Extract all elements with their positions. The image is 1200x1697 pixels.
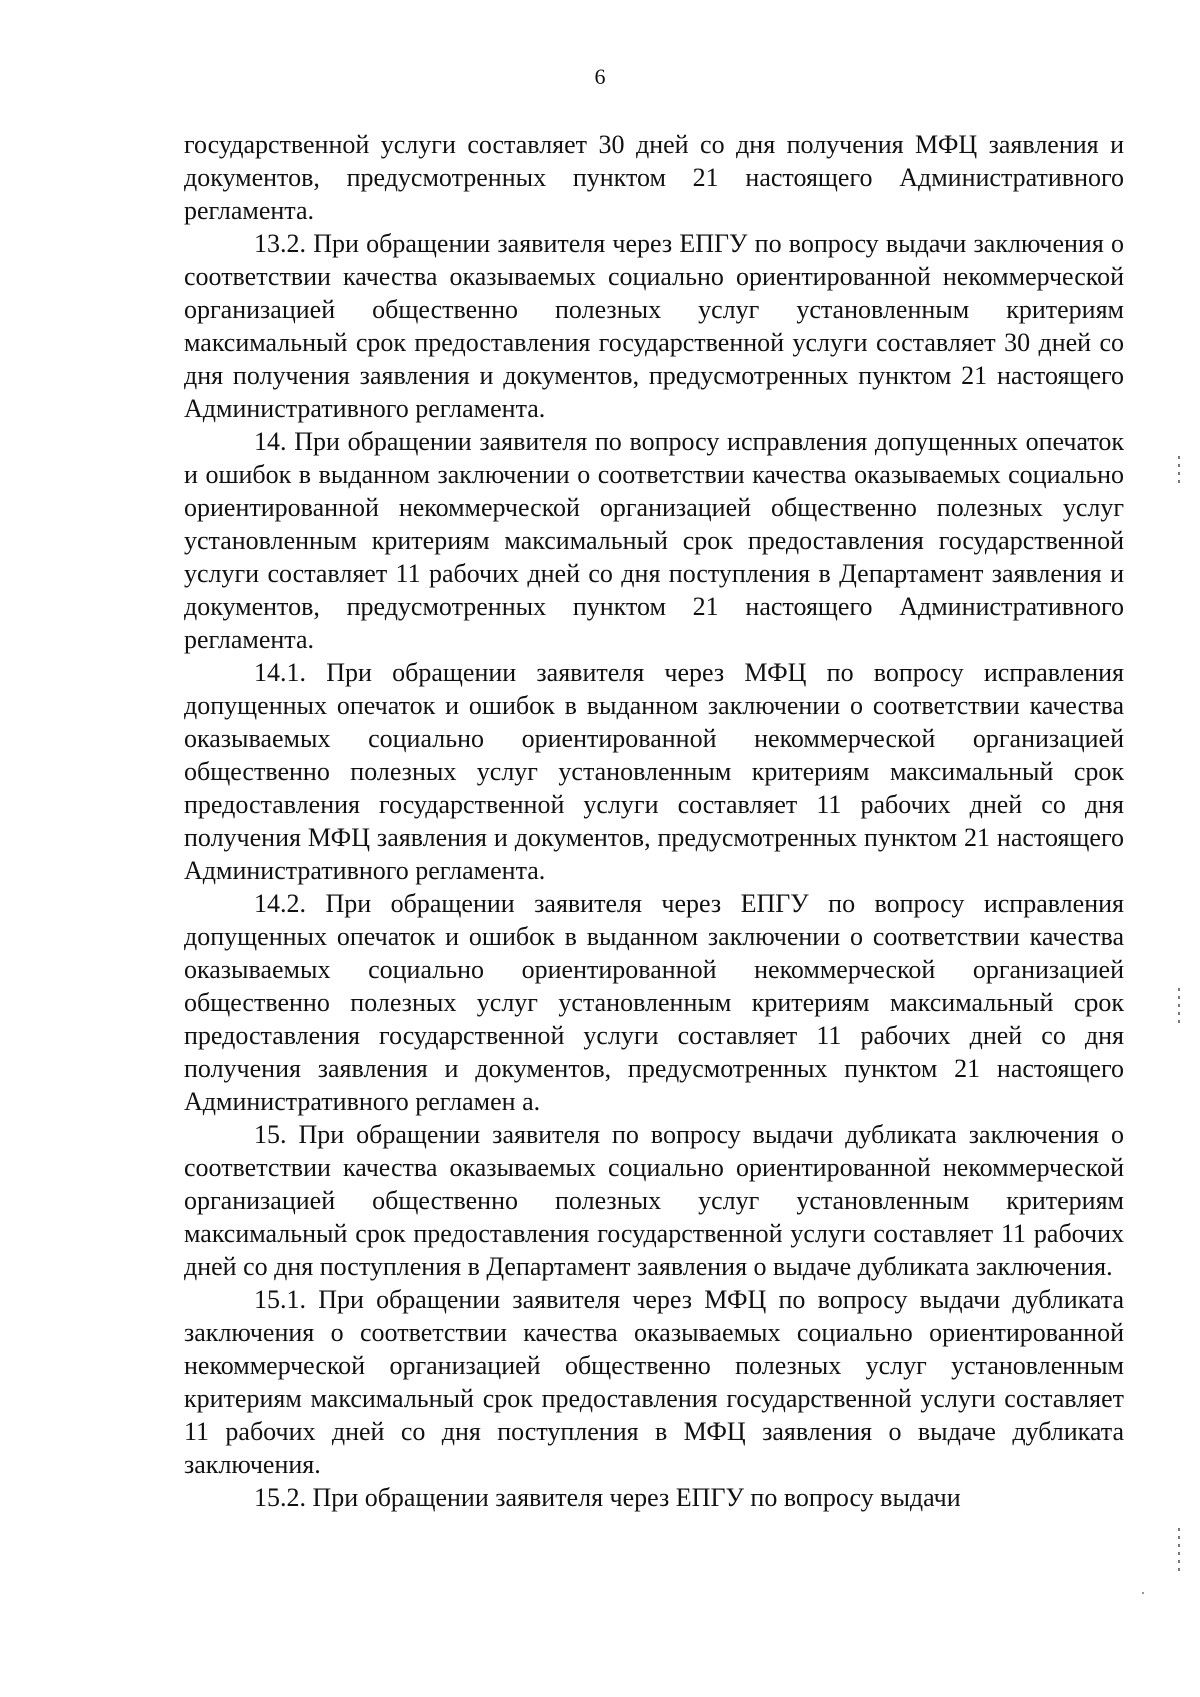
paragraph-14: 14. При обращении заявителя по вопросу исправления допущенных опечаток и ошибок в выданном заключении о соответствии качества оказываемых социально ориентированной некоммерческой организацией общественно полезных услуг установленным критериям максимальный срок предоставления государственной услуги составляет 11 рабочих дней со дня поступления в Департамент заявления и документов, предусмотренных пунктом 21 настоящего Административного регламента. (184, 427, 1124, 654)
paragraph-15-1: 15.1. При обращении заявителя через МФЦ по вопросу выдачи дубликата заключения о соответствии качества оказываемых социально ориентированной некоммерческой организацией общественно полезных услуг установленным критериям максимальный срок предоставления государственной услуги составляет 11 рабочих дней со дня поступления в МФЦ заявления о выдаче дубликата заключения. (184, 1285, 1124, 1479)
paragraph-15: 15. При обращении заявителя по вопросу выдачи дубликата заключения о соответствии качества оказываемых социально ориентированной некоммерческой организацией общественно полезных услуг установленным критериям максимальный срок предоставления государственной услуги составляет 11 рабочих дней со дня поступления в Департамент заявления о выдаче дубликата заключения. (184, 1120, 1124, 1281)
document-body (184, 128, 1124, 1514)
scan-artifact-marks (1178, 456, 1182, 488)
paragraph-13-1-continuation: государственной услуги составляет 30 дней со дня получения МФЦ заявления и документов, предусмотренных пунктом 21 настоящего Административного регламента. (184, 130, 1124, 225)
paragraph-14-1: 14.1. При обращении заявителя через МФЦ по вопросу исправления допущенных опечаток и ошибок в выданном заключении о соответствии качества оказываемых социально ориентированной некоммерческой организацией общественно полезных услуг установленным критериям максимальный срок предоставления государственной услуги составляет 11 рабочих дней со дня получения МФЦ заявления и документов, предусмотренных пунктом 21 настоящего Административного регламента. (184, 658, 1124, 885)
scan-artifact-marks (1178, 1528, 1182, 1576)
scan-artifact-dot (1142, 1592, 1144, 1594)
paragraph-15-2: 15.2. При обращении заявителя через ЕПГУ по вопросу выдачи (254, 1483, 961, 1512)
paragraph-13-2: 13.2. При обращении заявителя через ЕПГУ по вопросу выдачи заключения о соответствии качества оказываемых социально ориентированной некоммерческой организацией общественно полезных услуг установленным критериям максимальный срок предоставления государственной услуги составляет 30 дней со дня получения заявления и документов, предусмотренных пунктом 21 настоящего Административного регламента. (184, 229, 1124, 423)
page-number: 6 (594, 64, 606, 89)
paragraph-14-2: 14.2. При обращении заявителя через ЕПГУ по вопросу исправления допущенных опечаток и ошибок в выданном заключении о соответствии качества оказываемых социально ориентированной некоммерческой организацией общественно полезных услуг установленным критериям максимальный срок предоставления государственной услуги составляет 11 рабочих дней со дня получения заявления и документов, предусмотренных пунктом 21 настоящего Административного регламен а. (184, 889, 1124, 1116)
scan-artifact-marks (1178, 988, 1182, 1028)
